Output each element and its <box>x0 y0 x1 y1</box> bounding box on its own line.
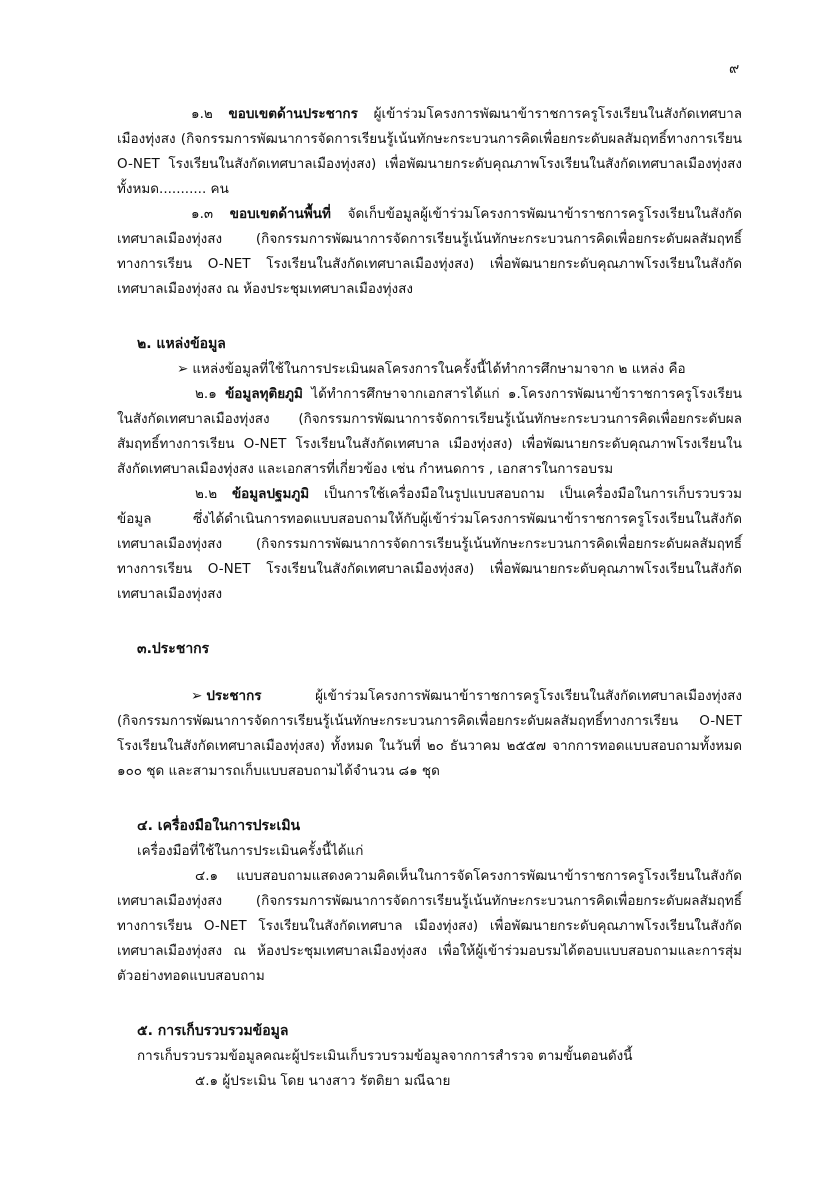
section-2-1-number: ๒.๑ <box>195 386 226 402</box>
section-2-2-number: ๒.๒ <box>195 486 232 502</box>
section-2-2-heading: ข้อมูลปฐมภูมิ <box>231 486 310 502</box>
section-3-paragraph <box>117 684 742 784</box>
section-3-heading: ๓.ประชากร <box>137 641 210 657</box>
section-2-1-paragraph <box>117 382 742 482</box>
section-2-1-heading: ข้อมูลทุติยภูมิ <box>225 386 303 402</box>
section-2-bullet <box>117 357 742 382</box>
document-body <box>117 102 742 1094</box>
section-1-3-heading: ขอบเขตด้านพื้นที่ <box>229 206 331 222</box>
section-5-1-paragraph: ๕.๑ ผู้ประเมิน โดย นางสาว รัตติยา มณีฉาย <box>195 1073 451 1089</box>
section-3-bullet-heading: ประชากร <box>206 688 262 704</box>
section-1-3-number: ๑.๓ <box>191 206 230 222</box>
section-4-1-paragraph: ๔.๑ แบบสอบถามแสดงความคิดเห็นในการจัดโครงการพัฒนาข้าราชการครูโรงเรียนในสังกัดเทศบาลเมืองทุ่งสง (กิจกรรมการพัฒนาการจัดการเรียนรู้เน้นทักษะกระบวนการคิดเพื่อยกระดับผลสัมฤทธิ์ทางการเรียน O-NET โรงเรียนในสังกัดเทศบาล เมืองทุ่งสง) เพื่อพัฒนายกระดับคุณภาพโรงเรียนในสังกัดเทศบาลเมืองทุ่งสง ณ ห้องประชุมเทศบาลเมืองทุ่งสง เพื่อให้ผู้เข้าร่วมอบรมได้ตอบแบบสอบถามและการสุ่มตัวอย่างทอดแบบสอบถาม <box>117 868 742 984</box>
section-2-1-text: ได้ทำการศึกษาจากเอกสารได้แก่ ๑.โครงการพัฒนาข้าราชการครูโรงเรียนในสังกัดเทศบาลเมืองทุ่งสง (กิจกรรมการพัฒนาการจัดการเรียนรู้เน้นทักษะกระบวนการคิดเพื่อยกระดับผลสัมฤทธิ์ทางการเรียน O-NET โรงเรียนในสังกัดเทศบาล เมืองทุ่งสง) เพื่อพัฒนายกระดับคุณภาพโรงเรียนในสังกัดเทศบาลเมืองทุ่งสง และเอกสารที่เกี่ยวข้อง เช่น กำหนดการ , เอกสารในการอบรม <box>117 386 742 477</box>
page-number: ๙ <box>729 61 740 77</box>
section-2-heading: ๒. แหล่งข้อมูล <box>137 336 226 352</box>
section-1-2-number: ๑.๒ <box>191 106 229 122</box>
arrow-bullet-icon: ➢ <box>191 688 203 704</box>
section-1-2-text: ผู้เข้าร่วมโครงการพัฒนาข้าราชการครูโรงเรียนในสังกัดเทศบาลเมืองทุ่งสง (กิจกรรมการพัฒนาการจัดการเรียนรู้เน้นทักษะกระบวนการคิดเพื่อยกระดับผลสัมฤทธิ์ทางการเรียน O-NET โรงเรียนในสังกัดเทศบาลเมืองทุ่งสง) เพื่อพัฒนายกระดับคุณภาพโรงเรียนในสังกัดเทศบาลเมืองทุ่งสง ทั้งหมด........... คน <box>117 106 742 197</box>
section-1-2-heading: ขอบเขตด้านประชากร <box>228 106 358 122</box>
section-2-2-text: เป็นการใช้เครื่องมือในรูปแบบสอบถาม เป็นเครื่องมือในการเก็บรวบรวมข้อมูล ซึ่งได้ดำเนินการทอดแบบสอบถามให้กับผู้เข้าร่วมโครงการพัฒนาข้าราชการครูโรงเรียนในสังกัดเทศบาลเมืองทุ่งสง (กิจกรรมการพัฒนาการจัดการเรียนรู้เน้นทักษะกระบวนการคิดเพื่อยกระดับผลสัมฤทธิ์ทางการเรียน O-NET โรงเรียนในสังกัดเทศบาลเมืองทุ่งสง) เพื่อพัฒนายกระดับคุณภาพโรงเรียนในสังกัดเทศบาลเมืองทุ่งสง <box>117 486 742 602</box>
section-2-bullet-text: แหล่งข้อมูลที่ใช้ในการประเมินผลโครงการในครั้งนี้ได้ทำการศึกษามาจาก ๒ แหล่ง คือ <box>192 361 686 377</box>
section-1-3-text: จัดเก็บข้อมูลผู้เข้าร่วมโครงการพัฒนาข้าราชการครูโรงเรียนในสังกัดเทศบาลเมืองทุ่งสง (กิจกรรมการพัฒนาการจัดการเรียนรู้เน้นทักษะกระบวนการคิดเพื่อยกระดับผลสัมฤทธิ์ทางการเรียน O-NET โรงเรียนในสังกัดเทศบาลเมืองทุ่งสง) เพื่อพัฒนายกระดับคุณภาพโรงเรียนในสังกัดเทศบาลเมืองทุ่งสง ณ ห้องประชุมเทศบาลเมืองทุ่งสง <box>117 206 742 297</box>
section-2-2-paragraph <box>117 482 742 607</box>
section-3-text: ผู้เข้าร่วมโครงการพัฒนาข้าราชการครูโรงเรียนในสังกัดเทศบาลเมืองทุ่งสง (กิจกรรมการพัฒนาการจัดการเรียนรู้เน้นทักษะกระบวนการคิดเพื่อยกระดับผลสัมฤทธิ์ทางการเรียน O-NET โรงเรียนในสังกัดเทศบาลเมืองทุ่งสง) ทั้งหมด ในวันที่ ๒๐ ธันวาคม ๒๕๕๗ จากการทอดแบบสอบถามทั้งหมด ๑๐๐ ชุด และสามารถเก็บแบบสอบถามได้จำนวน ๘๑ ชุด <box>117 688 742 779</box>
arrow-bullet-icon: ➢ <box>177 361 189 377</box>
section-1-2-paragraph <box>117 102 742 202</box>
section-4-intro: เครื่องมือที่ใช้ในการประเมินครั้งนี้ได้แก่ <box>137 843 364 859</box>
section-5-intro: การเก็บรวบรวมข้อมูลคณะผู้ประเมินเก็บรวบรวมข้อมูลจากการสำรวจ ตามขั้นตอนดังนี้ <box>137 1048 633 1064</box>
section-4-heading: ๔. เครื่องมือในการประเมิน <box>137 818 301 834</box>
section-1-3-paragraph <box>117 202 742 302</box>
section-5-heading: ๕. การเก็บรวบรวมข้อมูล <box>137 1023 289 1039</box>
